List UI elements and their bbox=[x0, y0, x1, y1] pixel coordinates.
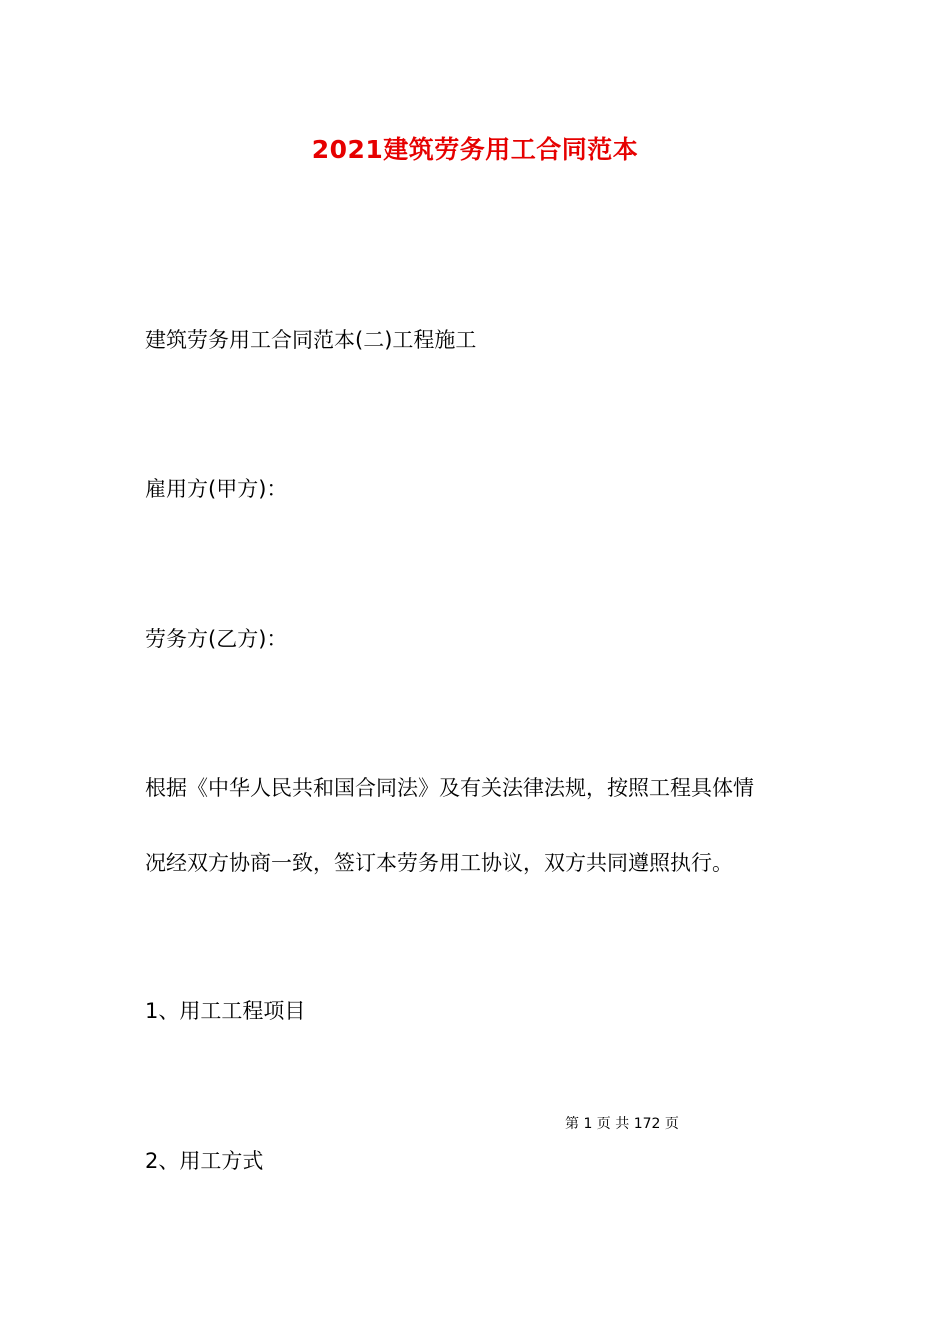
document-title: 2021建筑劳务用工合同范本 bbox=[311, 135, 639, 164]
paragraph-employer: 雇用方(甲方)： bbox=[145, 477, 288, 501]
paragraph-basis-line-2: 况经双方协商一致，签订本劳务用工协议，双方共同遵照执行。 bbox=[145, 851, 733, 875]
page-footer: 第 1 页 共 172 页 bbox=[565, 1116, 679, 1132]
paragraph-basis-line-1: 根据《中华人民共和国合同法》及有关法律法规，按照工程具体情 bbox=[145, 776, 754, 800]
section-heading-2: 2、用工方式 bbox=[145, 1149, 264, 1173]
paragraph-laborer: 劳务方(乙方)： bbox=[145, 627, 288, 651]
paragraph-subtitle: 建筑劳务用工合同范本(二)工程施工 bbox=[145, 328, 477, 352]
section-heading-1: 1、用工工程项目 bbox=[145, 999, 306, 1023]
